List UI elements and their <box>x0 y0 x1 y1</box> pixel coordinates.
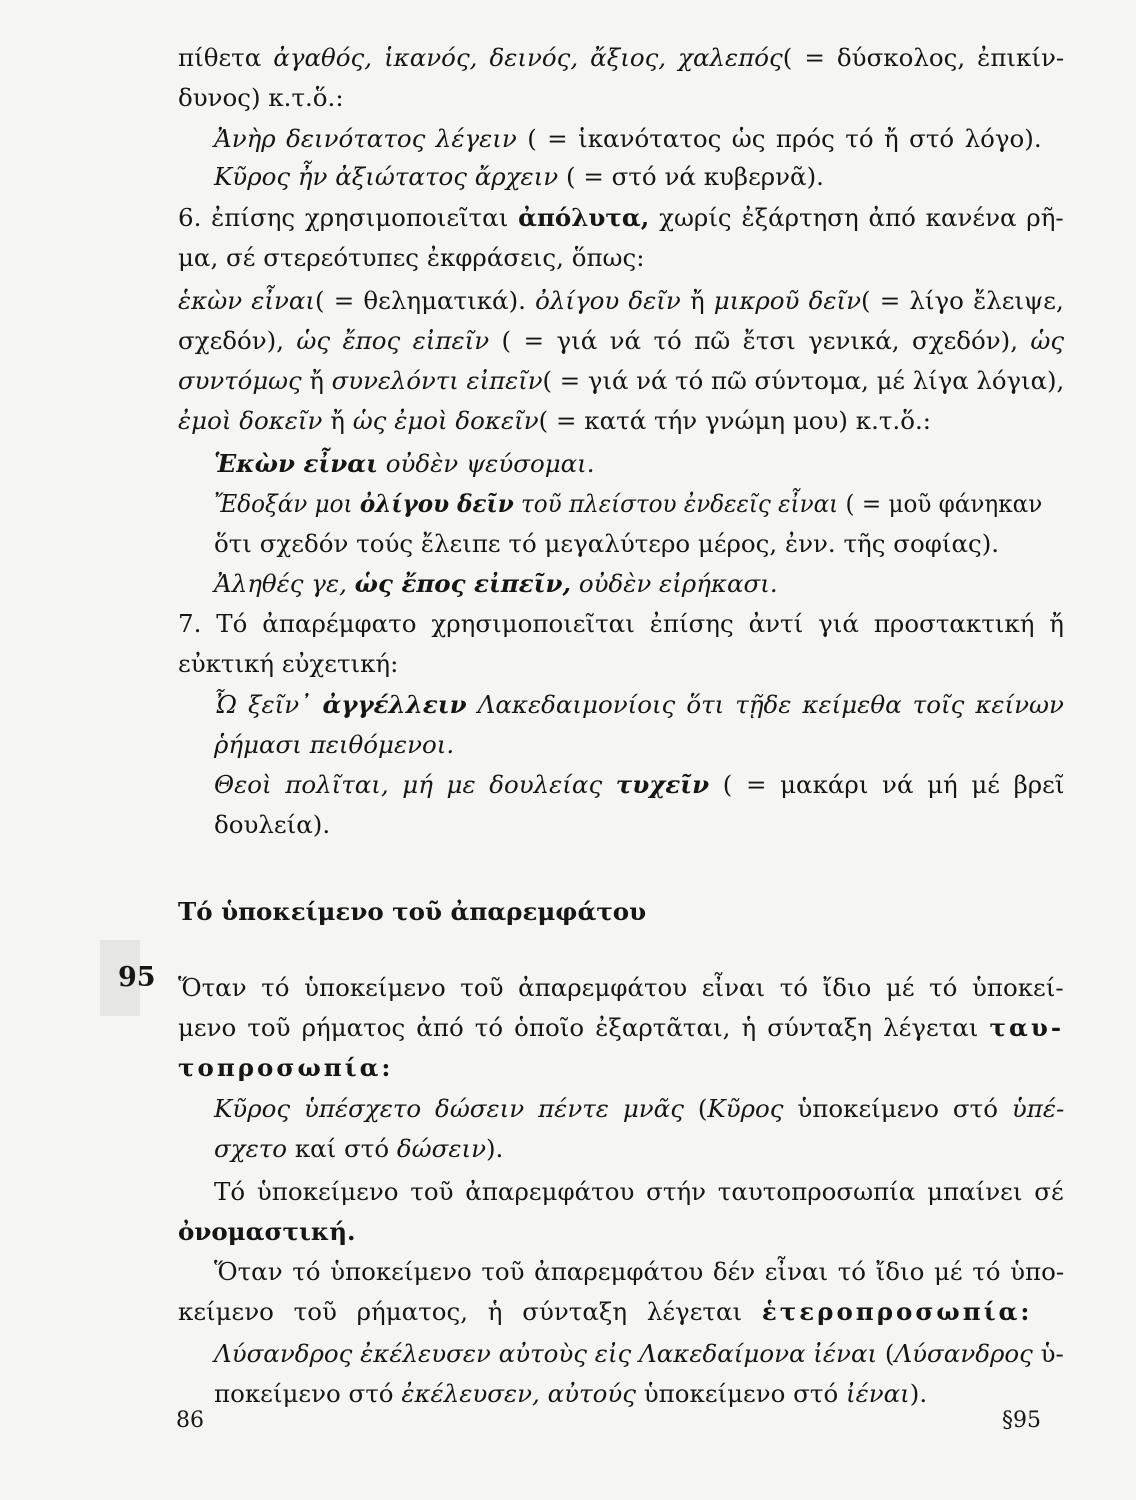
text-line <box>178 198 1064 238</box>
text-line <box>214 1252 1064 1292</box>
text-run: εὐκτική εὐχετική: <box>178 649 399 678</box>
text-run: ( <box>877 1339 895 1368</box>
text-run: ( = λίγο ἔλειψε, <box>861 286 1064 315</box>
text-line <box>178 401 931 441</box>
text-line <box>178 78 344 118</box>
text-line <box>214 1129 503 1169</box>
text-run: ὑπέ- <box>1011 1094 1065 1123</box>
text-line <box>178 321 1064 361</box>
text-run: ). <box>909 1379 928 1408</box>
text-run: ( = ἱκανότατος ὡς πρός τό ἤ στό λόγο). <box>516 124 1042 153</box>
text-line <box>178 968 1064 1008</box>
text-line <box>214 805 330 845</box>
text-run: Ὦ ξεῖν᾽ <box>214 690 323 719</box>
text-run: 7. Τό ἀπαρέμφατο χρησιμοποιεῖται ἐπίσης ἀντί γιά προστακτική ἤ <box>178 609 1064 638</box>
text-line <box>178 1048 393 1088</box>
text-run: μα, σέ στερεότυπες ἐκφράσεις, ὅπως: <box>178 243 645 272</box>
text-line <box>214 444 595 484</box>
text-run: ὅτι σχεδόν τούς ἔλειπε τό μεγαλύτερο μέρος, ἐνν. τῆς σοφίας). <box>214 529 1000 558</box>
text-line <box>178 644 398 684</box>
text-run: μικροῦ δεῖν <box>713 286 861 315</box>
text-line <box>178 1008 1064 1048</box>
text-run: Ὅταν τό ὑποκείμενο τοῦ ἀπαρεμφάτου εἶναι τό ἴδιο μέ τό ὑποκεί- <box>178 973 1064 1002</box>
text-run: ( <box>683 1094 708 1123</box>
text-line <box>178 238 645 278</box>
text-run: ἐμοὶ δοκεῖν <box>178 406 323 435</box>
text-run: συνελόντι εἰπεῖν <box>331 366 543 395</box>
text-run: χωρίς ἐξάρτηση ἀπό κανένα ρῆ- <box>649 203 1064 232</box>
text-run: Ὅταν τό ὑποκείμενο τοῦ ἀπαρεμφάτου δέν εἶναι τό ἴδιο μέ τό ὑπο- <box>214 1257 1065 1286</box>
text-run: ὡς ἔπος εἰπεῖν <box>296 326 490 355</box>
text-run: σχετο <box>214 1134 288 1163</box>
text-run: Λακεδαιμονίοις ὅτι τῇδε κείμεθα τοῖς κείνων <box>466 690 1064 719</box>
text-line <box>178 1292 1032 1332</box>
text-run: δουλεία). <box>214 810 331 839</box>
text-run: Λύσανδρος ἐκέλευσεν αὐτοὺς εἰς Λακεδαίμονα ἰέναι <box>214 1339 878 1368</box>
text-run: ἰέναι <box>845 1379 910 1408</box>
text-line <box>178 604 1064 644</box>
text-run: ἤ <box>301 366 332 395</box>
text-run: καί στό <box>287 1134 397 1163</box>
text-line <box>214 1089 1064 1129</box>
text-run: ταυ- <box>989 1013 1064 1042</box>
text-run: ( = θεληματικά). <box>315 286 536 315</box>
text-run: ὡς <box>1030 326 1065 355</box>
text-run: Ἑκὼν εἶναι <box>214 449 378 478</box>
text-run: ὑποκείμενο στό <box>635 1379 846 1408</box>
text-line <box>178 281 1064 321</box>
text-run: Τό ὑποκείμενο τοῦ ἀπαρεμφάτου <box>178 897 647 926</box>
text-line <box>178 38 1064 78</box>
text-line <box>178 361 1064 401</box>
text-run: ἀγαθός, ἱκανός, δεινός, ἄξιος, χαλεπός <box>273 43 783 72</box>
text-run: ποκείμενο στό <box>214 1379 402 1408</box>
text-run: Ἀληθές γε, <box>214 569 355 598</box>
text-run: ὀλίγου δεῖν <box>535 286 681 315</box>
text-run: ( = κατά τήν γνώμη μου) κ.τ.ὅ.: <box>538 406 931 435</box>
text-run: οὐδὲν εἰρήκασι. <box>571 569 778 598</box>
text-run: Ἀνὴρ δεινότατος λέγειν <box>214 124 517 153</box>
text-run: πίθετα <box>178 43 274 72</box>
text-run: ἤ <box>322 406 353 435</box>
text-run: Λύσανδρος <box>894 1339 1033 1368</box>
text-run: τυχεῖν <box>615 770 710 799</box>
section-number: 95 <box>118 962 156 993</box>
text-run: ἤ <box>680 286 714 315</box>
text-line <box>214 119 1042 159</box>
text-run: ὀνομαστική. <box>178 1217 356 1246</box>
text-run: δώσειν <box>396 1134 486 1163</box>
text-run: ( = μοῦ φάνηκαν <box>838 489 1043 518</box>
text-line <box>214 524 999 564</box>
text-run: ). <box>486 1134 504 1163</box>
text-run: συντόμως <box>178 366 302 395</box>
section-reference: §95 <box>1002 1408 1041 1433</box>
text-line <box>214 725 454 765</box>
text-run: ἑκὼν εἶναι <box>178 286 316 315</box>
text-run: ὑποκείμενο στό <box>783 1094 1012 1123</box>
text-run: ῥήμασι πειθόμενοι. <box>214 730 455 759</box>
text-line <box>214 484 1042 524</box>
text-run: ( = δύσκολος, ἐπικίν- <box>782 43 1065 72</box>
text-line <box>214 1334 1064 1374</box>
text-run: Κῦρος ὑπέσχετο δώσειν πέντε μνᾶς <box>214 1094 684 1123</box>
text-line <box>214 1172 1064 1212</box>
text-run: 6. ἐπίσης χρησιμοποιεῖται <box>178 203 519 232</box>
text-run: ὡς ἔπος εἰπεῖν, <box>354 569 572 598</box>
text-run: Κῦρος ἦν ἀξιώτατος ἄρχειν <box>214 162 559 191</box>
text-line <box>214 685 1064 725</box>
page-number: 86 <box>176 1408 204 1433</box>
text-run: ὀλίγου δεῖν <box>359 489 514 518</box>
text-run: ἀγγέλλειν <box>322 690 467 719</box>
text-run: δυνος) κ.τ.ὅ.: <box>178 83 344 112</box>
text-line <box>214 765 1064 805</box>
text-run: Τό ὑποκείμενο τοῦ ἀπαρεμφάτου στήν ταυτοπροσωπία μπαίνει σέ <box>214 1177 1064 1206</box>
text-line <box>214 564 778 604</box>
text-run: τοπροσωπία: <box>178 1053 394 1082</box>
text-line <box>178 1212 356 1252</box>
text-run: ( = στό νά κυβερνᾶ). <box>558 162 824 191</box>
text-run: ἐκέλευσεν, αὐτούς <box>401 1379 636 1408</box>
text-run: ἑτεροπροσωπία: <box>761 1297 1033 1326</box>
text-line <box>214 157 824 197</box>
text-run: Θεοὶ πολῖται, μή με δουλείας <box>214 770 616 799</box>
text-run: Ἔδοξάν μοι <box>214 489 360 518</box>
text-run: σχεδόν), <box>178 326 297 355</box>
text-run: ὡς ἐμοὶ δοκεῖν <box>352 406 539 435</box>
text-run: μενο τοῦ ρήματος ἀπό τό ὁποῖο ἐξαρτᾶται, ἡ σύνταξη λέγεται <box>178 1013 990 1042</box>
text-run: ( = μακάρι νά μή μέ βρεῖ <box>709 770 1065 799</box>
text-run: τοῦ πλείστου ἐνδεεῖς εἶναι <box>513 489 839 518</box>
text-run: ἀπόλυτα, <box>518 203 650 232</box>
text-line <box>178 892 646 932</box>
text-run: κείμενο τοῦ ρήματος, ἡ σύνταξη λέγεται <box>178 1297 762 1326</box>
text-line <box>214 1374 927 1414</box>
text-run: ὑ- <box>1032 1339 1064 1368</box>
text-run: ( = γιά νά τό πῶ σύντομα, μέ λίγα λόγια), <box>542 366 1065 395</box>
text-run: ( = γιά νά τό πῶ ἔτσι γενικά, σχεδόν), <box>489 326 1031 355</box>
text-run: Κῦρος <box>707 1094 784 1123</box>
text-run: οὐδὲν ψεύσομαι. <box>377 449 595 478</box>
